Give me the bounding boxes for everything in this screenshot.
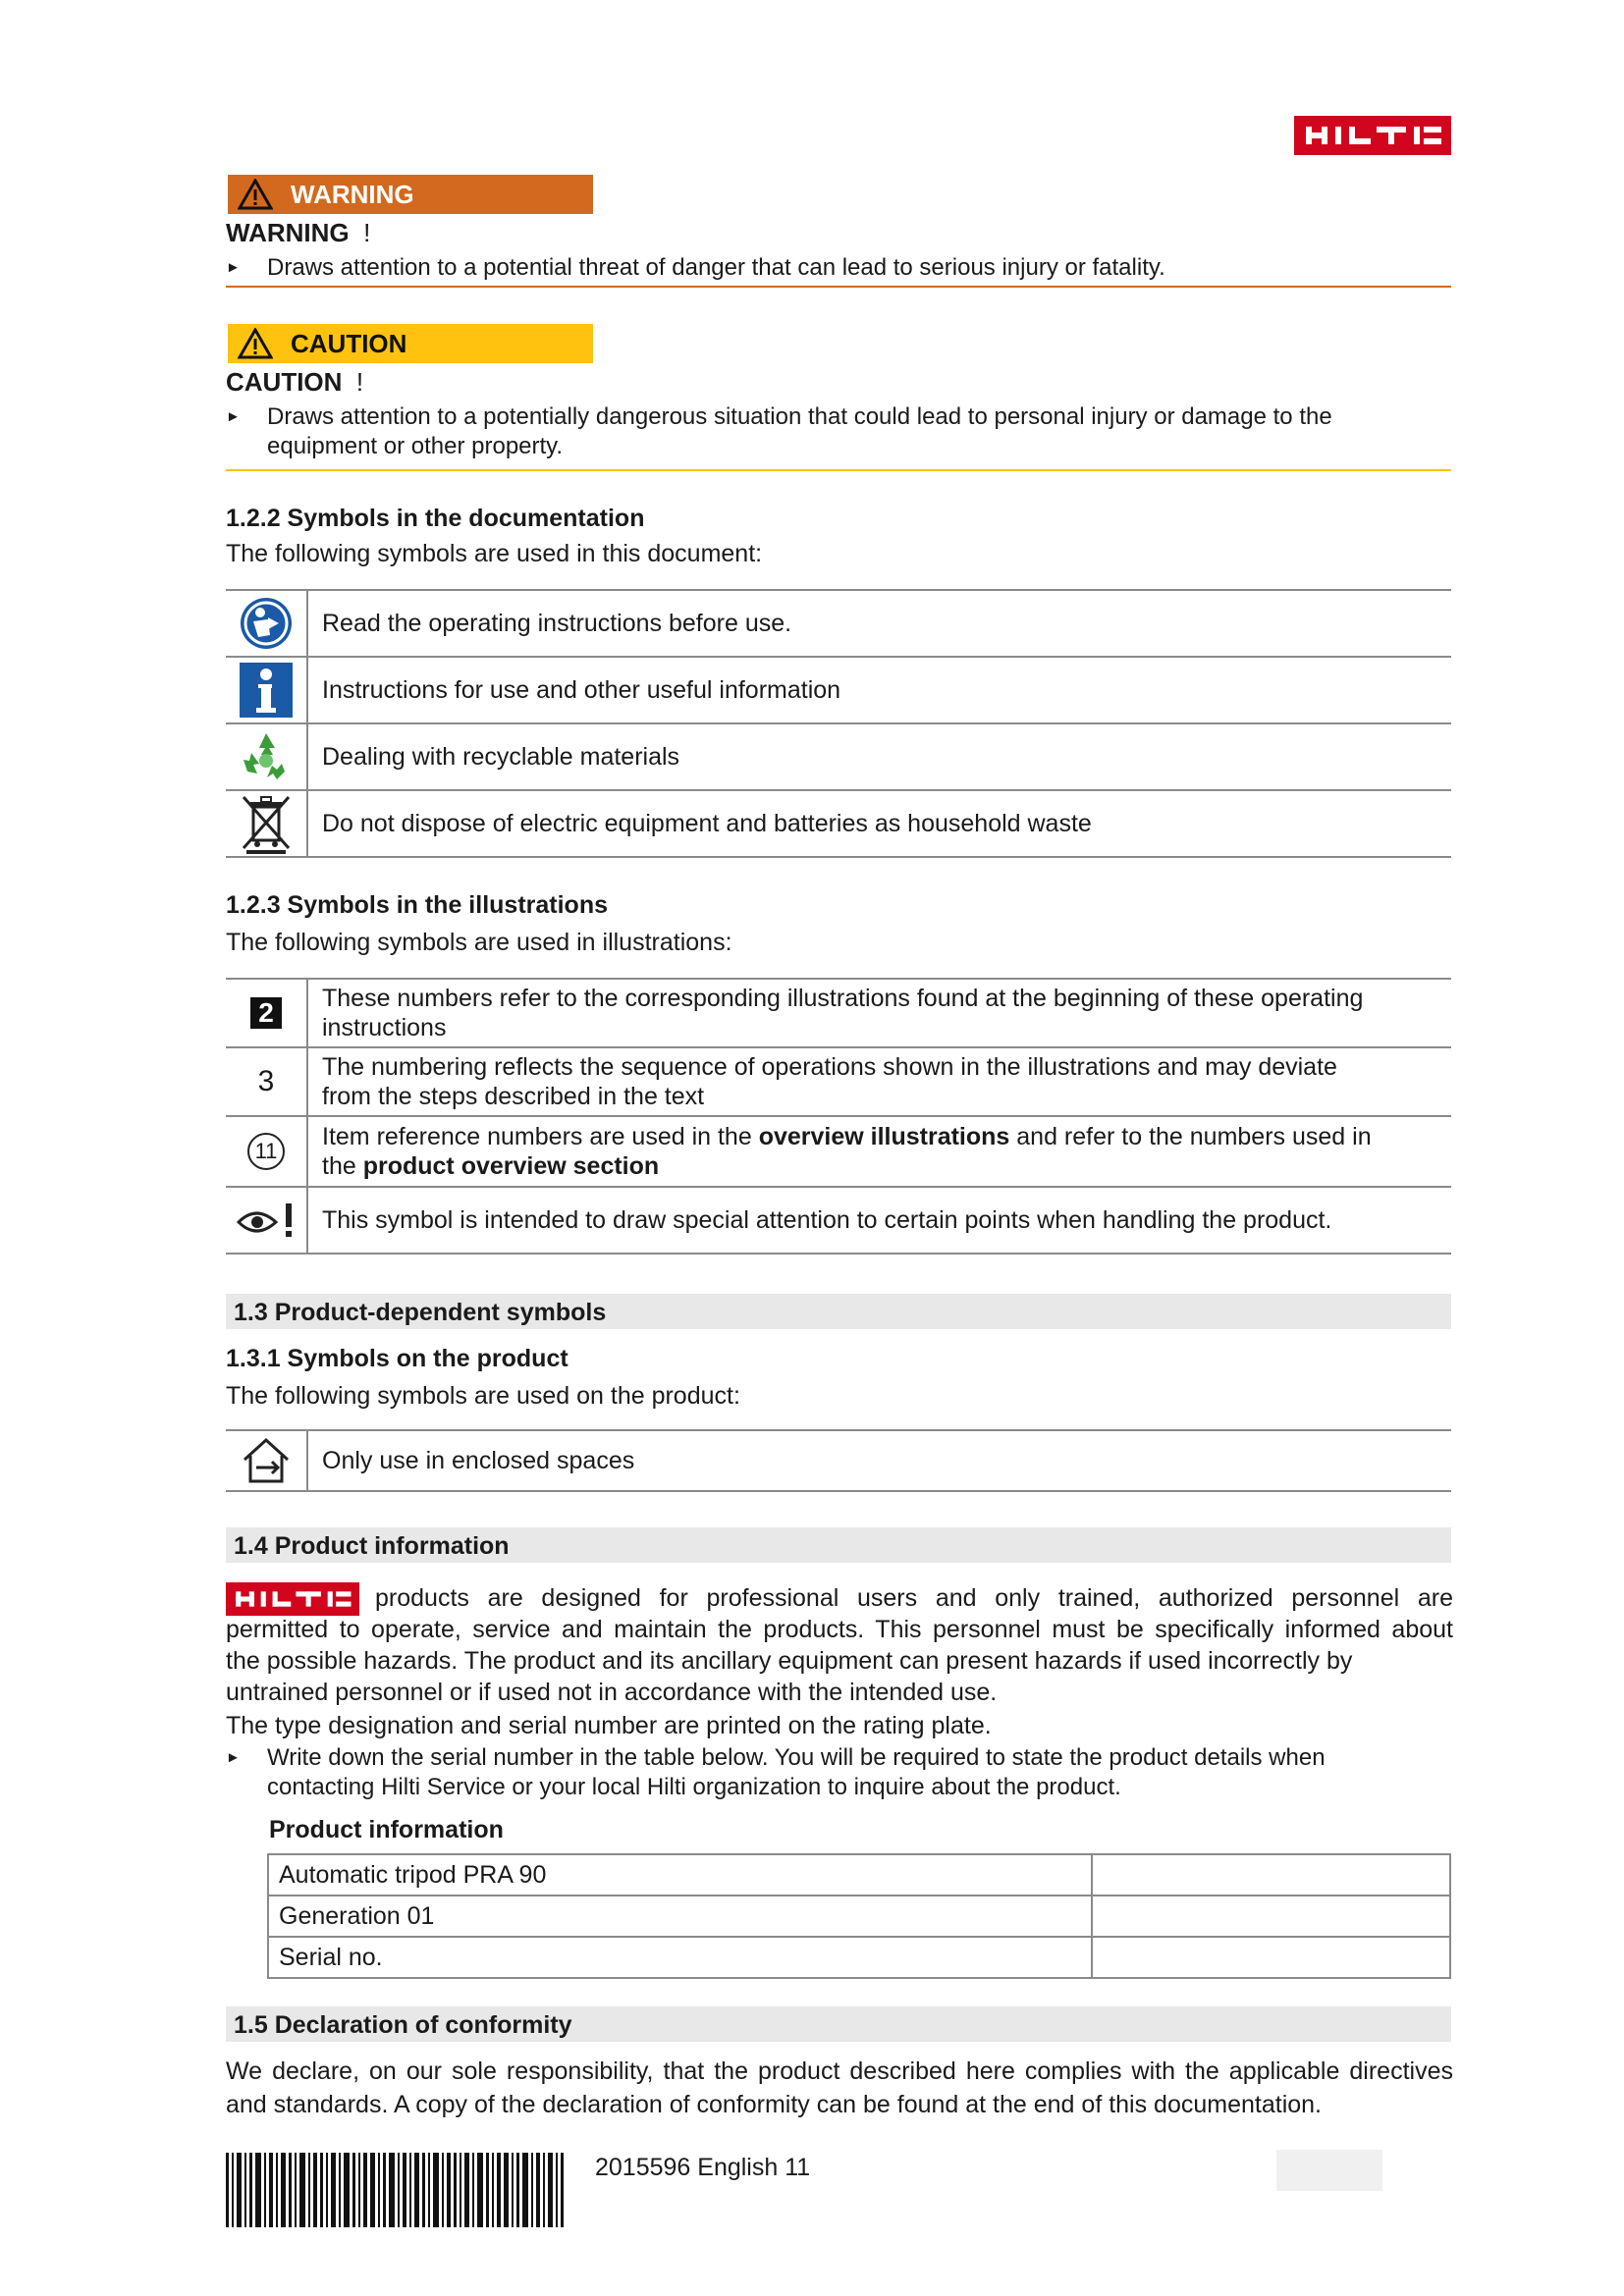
product-info-table-title: Product information bbox=[269, 1816, 504, 1843]
table-row bbox=[226, 1116, 1451, 1187]
caution-banner-label: CAUTION bbox=[291, 328, 407, 358]
table-cell-value[interactable] bbox=[1092, 1854, 1450, 1896]
table-cell-value[interactable] bbox=[1092, 1937, 1450, 1978]
table-row bbox=[268, 1896, 1450, 1937]
illus-symbol-text-line: These numbers refer to the corresponding illustrations found at the beginning of these operating bbox=[322, 985, 1364, 1012]
item-reference-icon: 11 bbox=[247, 1133, 285, 1170]
caution-title: CAUTION ! bbox=[226, 367, 364, 397]
attention-eye-icon bbox=[235, 1201, 298, 1240]
table-row bbox=[226, 723, 1451, 790]
caution-text: ► Draws attention to a potentially dangerous situation that could lead to personal injury or damage to the equipment or other property. bbox=[226, 403, 1332, 459]
hilti-logo bbox=[1294, 116, 1451, 155]
doc-symbols-table bbox=[226, 589, 1451, 858]
caution-banner bbox=[228, 324, 593, 363]
table-row bbox=[226, 657, 1451, 723]
product-symbol-text: Only use in enclosed spaces bbox=[307, 1430, 1451, 1491]
barcode-icon bbox=[226, 2153, 564, 2227]
indoor-use-icon bbox=[239, 1436, 294, 1485]
table-cell-label: Automatic tripod PRA 90 bbox=[268, 1854, 1092, 1896]
warning-text: ► Draws attention to a potential threat of danger that can lead to serious injury or fatality. bbox=[226, 254, 1165, 281]
table-cell-value[interactable] bbox=[1092, 1896, 1450, 1937]
product-info-line: The type designation and serial number are printed on the rating plate. bbox=[226, 1712, 992, 1739]
product-info-line: permitted to operate, service and maintain the products. This personnel must be specifically informed about bbox=[226, 1616, 1453, 1643]
illus-symbols-intro: The following symbols are used in illustrations: bbox=[226, 929, 732, 956]
table-row bbox=[226, 590, 1451, 657]
table-row bbox=[226, 790, 1451, 857]
illus-symbol-text-line: Item reference numbers are used in the overview illustrations and refer to the numbers used in bbox=[322, 1123, 1372, 1150]
product-info-line: untrained personnel or if used not in accordance with the intended use. bbox=[226, 1679, 998, 1706]
warning-triangle-icon bbox=[238, 179, 273, 210]
section-product-symbols: 1.3 Product-dependent symbols bbox=[226, 1294, 1451, 1329]
hilti-inline-logo bbox=[225, 1582, 360, 1616]
read-manual-icon bbox=[239, 596, 294, 651]
warning-rule bbox=[226, 286, 1451, 288]
recycle-icon bbox=[238, 728, 295, 785]
illus-symbol-text-line: from the steps described in the text bbox=[322, 1083, 705, 1110]
caution-rule bbox=[226, 469, 1451, 471]
crossed-bin-icon bbox=[239, 793, 294, 854]
product-info-bullet: ► Write down the serial number in the table below. You will be required to state the product details when contacting Hilti Service or your local Hilti organization to inquire about the product. bbox=[226, 1744, 1326, 1800]
product-symbols-intro: The following symbols are used on the product: bbox=[226, 1382, 740, 1410]
illustration-number-icon: 2 bbox=[250, 997, 282, 1029]
step-number-icon: 3 bbox=[257, 1065, 275, 1097]
warning-banner bbox=[228, 175, 593, 214]
footer-doc-info: 2015596 English 11 bbox=[595, 2154, 811, 2181]
heading-doc-symbols: 1.2.2 Symbols in the documentation bbox=[226, 505, 645, 532]
section-conformity: 1.5 Declaration of conformity bbox=[226, 2006, 1451, 2042]
product-info-table bbox=[267, 1853, 1451, 1979]
illus-symbol-text-line: instructions bbox=[322, 1014, 447, 1041]
table-row bbox=[268, 1854, 1450, 1896]
table-row bbox=[226, 979, 1451, 1047]
heading-product-symbols: 1.3.1 Symbols on the product bbox=[226, 1345, 568, 1372]
footer-grey-box bbox=[1276, 2150, 1382, 2191]
doc-symbol-text: Dealing with recyclable materials bbox=[307, 723, 1451, 790]
heading-illus-symbols: 1.2.3 Symbols in the illustrations bbox=[226, 891, 608, 919]
info-icon bbox=[240, 663, 293, 718]
conformity-line: and standards. A copy of the declaration of conformity can be found at the end of this documentation. bbox=[226, 2091, 1323, 2118]
table-cell-label: Generation 01 bbox=[268, 1896, 1092, 1937]
table-row bbox=[226, 1047, 1451, 1116]
product-symbols-table bbox=[226, 1429, 1451, 1492]
illus-symbols-table bbox=[226, 978, 1451, 1255]
table-cell-label: Serial no. bbox=[268, 1937, 1092, 1978]
caution-triangle-icon bbox=[238, 328, 273, 359]
table-row bbox=[268, 1937, 1450, 1978]
warning-title: WARNING ! bbox=[226, 218, 371, 247]
section-product-info: 1.4 Product information bbox=[226, 1527, 1451, 1563]
warning-banner-label: WARNING bbox=[291, 179, 414, 209]
table-row bbox=[226, 1430, 1451, 1491]
illus-symbol-text-line: The numbering reflects the sequence of operations shown in the illustrations and may deviate bbox=[322, 1053, 1337, 1081]
conformity-line: We declare, on our sole responsibility, that the product described here complies with the applicable directives bbox=[226, 2057, 1453, 2085]
doc-symbol-text: Read the operating instructions before use. bbox=[307, 590, 1451, 657]
illus-symbol-text: This symbol is intended to draw special attention to certain points when handling the product. bbox=[307, 1187, 1451, 1254]
product-info-line: the possible hazards. The product and its ancillary equipment can present hazards if used incorrectly by bbox=[226, 1647, 1353, 1675]
doc-symbols-intro: The following symbols are used in this document: bbox=[226, 540, 763, 567]
table-row bbox=[226, 1187, 1451, 1254]
illus-symbol-text-line: the product overview section bbox=[322, 1152, 660, 1180]
product-info-line: products are designed for professional users and only trained, authorized personnel are bbox=[375, 1584, 1453, 1612]
doc-symbol-text: Instructions for use and other useful information bbox=[307, 657, 1451, 723]
doc-symbol-text: Do not dispose of electric equipment and batteries as household waste bbox=[307, 790, 1451, 857]
